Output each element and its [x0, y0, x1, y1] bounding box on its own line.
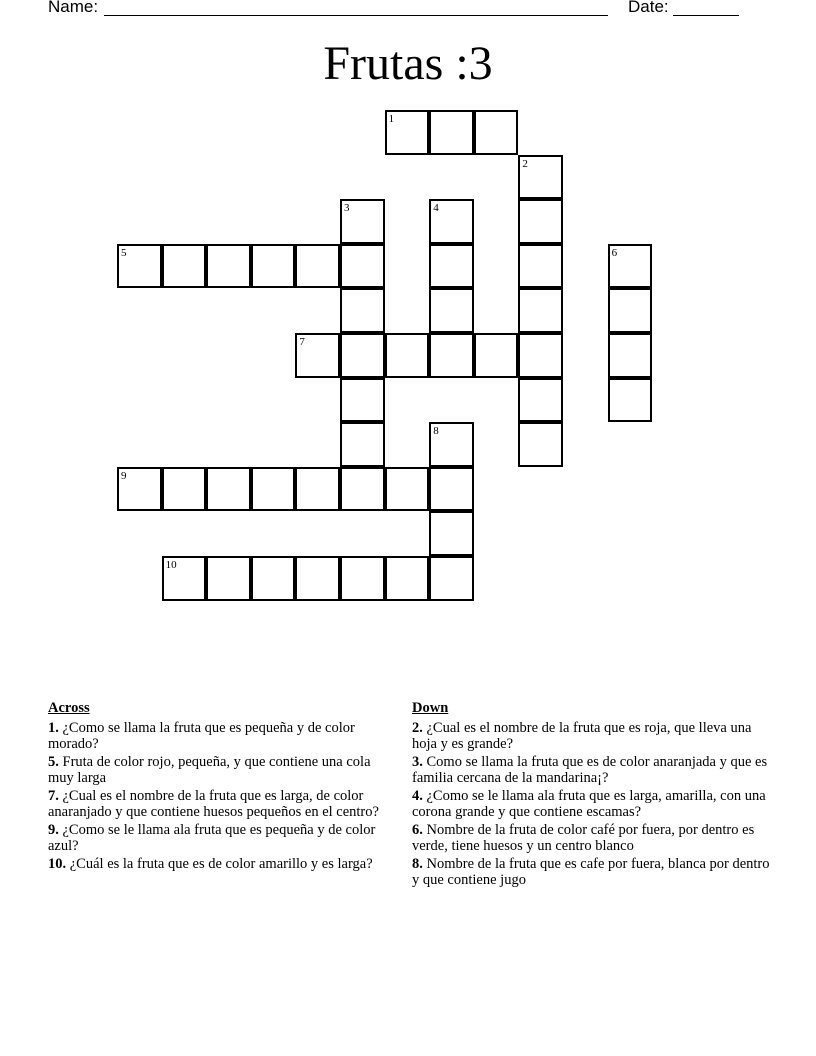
crossword-cell[interactable]	[518, 333, 563, 378]
crossword-cell[interactable]	[340, 422, 385, 467]
clue-number: 3.	[412, 753, 423, 770]
cell-number: 9	[121, 469, 127, 482]
cell-number: 4	[433, 202, 439, 215]
crossword-cell[interactable]	[295, 556, 340, 601]
crossword-cell[interactable]	[251, 467, 296, 512]
clue-number: 2.	[412, 719, 423, 736]
cell-number: 7	[299, 336, 305, 348]
clue-down-4	[412, 788, 772, 821]
cell-number: 8	[433, 425, 439, 438]
date-label: Date:	[628, 0, 669, 16]
page-title: Frutas :3	[323, 37, 493, 90]
crossword-cell[interactable]	[518, 422, 563, 467]
header	[48, 0, 768, 19]
crossword-cell[interactable]	[117, 244, 162, 289]
crossword-cell[interactable]	[295, 244, 340, 289]
cell-number: 1	[388, 113, 395, 125]
cell-number: 3	[344, 202, 350, 215]
clue-text: ¿Cual es el nombre de la fruta que es larga, de color anaranjado y que contiene huesos pequeños en el centro?	[48, 787, 379, 820]
clue-across-1	[48, 720, 393, 753]
crossword-cell[interactable]	[251, 556, 296, 601]
crossword-cell[interactable]	[429, 422, 474, 467]
crossword-cell[interactable]	[608, 288, 653, 333]
crossword-cell[interactable]	[429, 333, 474, 378]
crossword-cell[interactable]	[518, 288, 563, 333]
clue-number: 8.	[412, 855, 423, 872]
clue-text: ¿Como se llama la fruta que es pequeña y de color morado?	[48, 719, 355, 752]
clue-across-10	[48, 856, 393, 873]
crossword-cell[interactable]	[474, 333, 519, 378]
clue-across-5	[48, 754, 393, 787]
crossword-cell[interactable]	[518, 378, 563, 423]
date-blank-line[interactable]	[673, 0, 739, 16]
crossword-cell[interactable]	[340, 467, 385, 512]
across-heading: Across	[48, 700, 90, 716]
crossword-cell[interactable]	[429, 511, 474, 556]
crossword-cell[interactable]	[474, 110, 519, 155]
down-heading: Down	[412, 700, 449, 716]
crossword-cell[interactable]	[429, 110, 474, 155]
crossword-cell[interactable]	[518, 244, 563, 289]
down-clues	[412, 700, 772, 890]
clue-across-9	[48, 822, 393, 855]
clue-number: 10.	[48, 855, 67, 872]
crossword-cell[interactable]	[117, 467, 162, 512]
crossword-cell[interactable]	[340, 556, 385, 601]
cell-number: 10	[165, 559, 177, 571]
clue-text: ¿Como se le llama ala fruta que es pequeña y de color azul?	[48, 821, 376, 854]
clue-number: 7.	[48, 787, 59, 804]
crossword-cell[interactable]	[429, 199, 474, 244]
crossword-cell[interactable]	[162, 244, 207, 289]
crossword-cell[interactable]	[429, 467, 474, 512]
crossword-cell[interactable]	[429, 288, 474, 333]
crossword-cell[interactable]	[340, 378, 385, 423]
clue-text: Fruta de color rojo, pequeña, y que contiene una cola muy larga	[48, 753, 371, 786]
cell-number: 6	[611, 246, 618, 259]
crossword-cell[interactable]	[206, 467, 251, 512]
crossword-cell[interactable]	[385, 556, 430, 601]
crossword-cell[interactable]	[340, 199, 385, 244]
cell-number: 2	[522, 157, 528, 170]
clue-down-3	[412, 754, 772, 787]
crossword-cell[interactable]	[518, 199, 563, 244]
crossword-cell[interactable]	[251, 244, 296, 289]
crossword-cell[interactable]	[206, 244, 251, 289]
crossword-cell[interactable]	[429, 244, 474, 289]
name-label: Name:	[48, 0, 99, 16]
crossword-cell[interactable]	[340, 333, 385, 378]
crossword-cell[interactable]	[340, 244, 385, 289]
crossword-cell[interactable]	[518, 155, 563, 200]
crossword-cell[interactable]	[608, 244, 653, 289]
name-blank-line[interactable]	[104, 0, 608, 16]
clue-number: 9.	[48, 821, 59, 838]
crossword-cell[interactable]	[385, 110, 430, 155]
clue-number: 6.	[412, 821, 423, 838]
clue-down-2	[412, 720, 772, 753]
crossword-cell[interactable]	[340, 288, 385, 333]
clue-text: ¿Cuál es la fruta que es de color amarillo y es larga?	[69, 855, 373, 872]
crossword-cell[interactable]	[295, 467, 340, 512]
clue-across-7	[48, 788, 393, 821]
clue-text: ¿Como se le llama ala fruta que es larga, amarilla, con una corona grande y que contiene escamas?	[412, 787, 766, 820]
crossword-cell[interactable]	[429, 556, 474, 601]
crossword-cell[interactable]	[385, 333, 430, 378]
crossword-cell[interactable]	[162, 556, 207, 601]
clue-down-8	[412, 856, 772, 889]
clue-down-6	[412, 822, 772, 855]
crossword-cell[interactable]	[162, 467, 207, 512]
across-clues	[48, 700, 393, 873]
crossword-cell[interactable]	[295, 333, 340, 378]
clue-text: ¿Cual es el nombre de la fruta que es roja, que lleva una hoja y es grande?	[412, 719, 752, 752]
crossword-cell[interactable]	[385, 467, 430, 512]
clue-number: 5.	[48, 753, 59, 770]
clue-number: 1.	[48, 719, 59, 736]
crossword-cell[interactable]	[206, 556, 251, 601]
crossword-cell[interactable]	[608, 333, 653, 378]
crossword-cell[interactable]	[608, 378, 653, 423]
clue-number: 4.	[412, 787, 423, 804]
clue-text: Como se llama la fruta que es de color anaranjada y que es familia cercana de la mandarina¡?	[412, 753, 768, 786]
cell-number: 5	[121, 246, 127, 259]
clue-text: Nombre de la fruta que es cafe por fuera, blanca por dentro y que contiene jugo	[412, 855, 770, 888]
clue-text: Nombre de la fruta de color café por fuera, por dentro es verde, tiene huesos y un centro blanco	[412, 821, 755, 854]
